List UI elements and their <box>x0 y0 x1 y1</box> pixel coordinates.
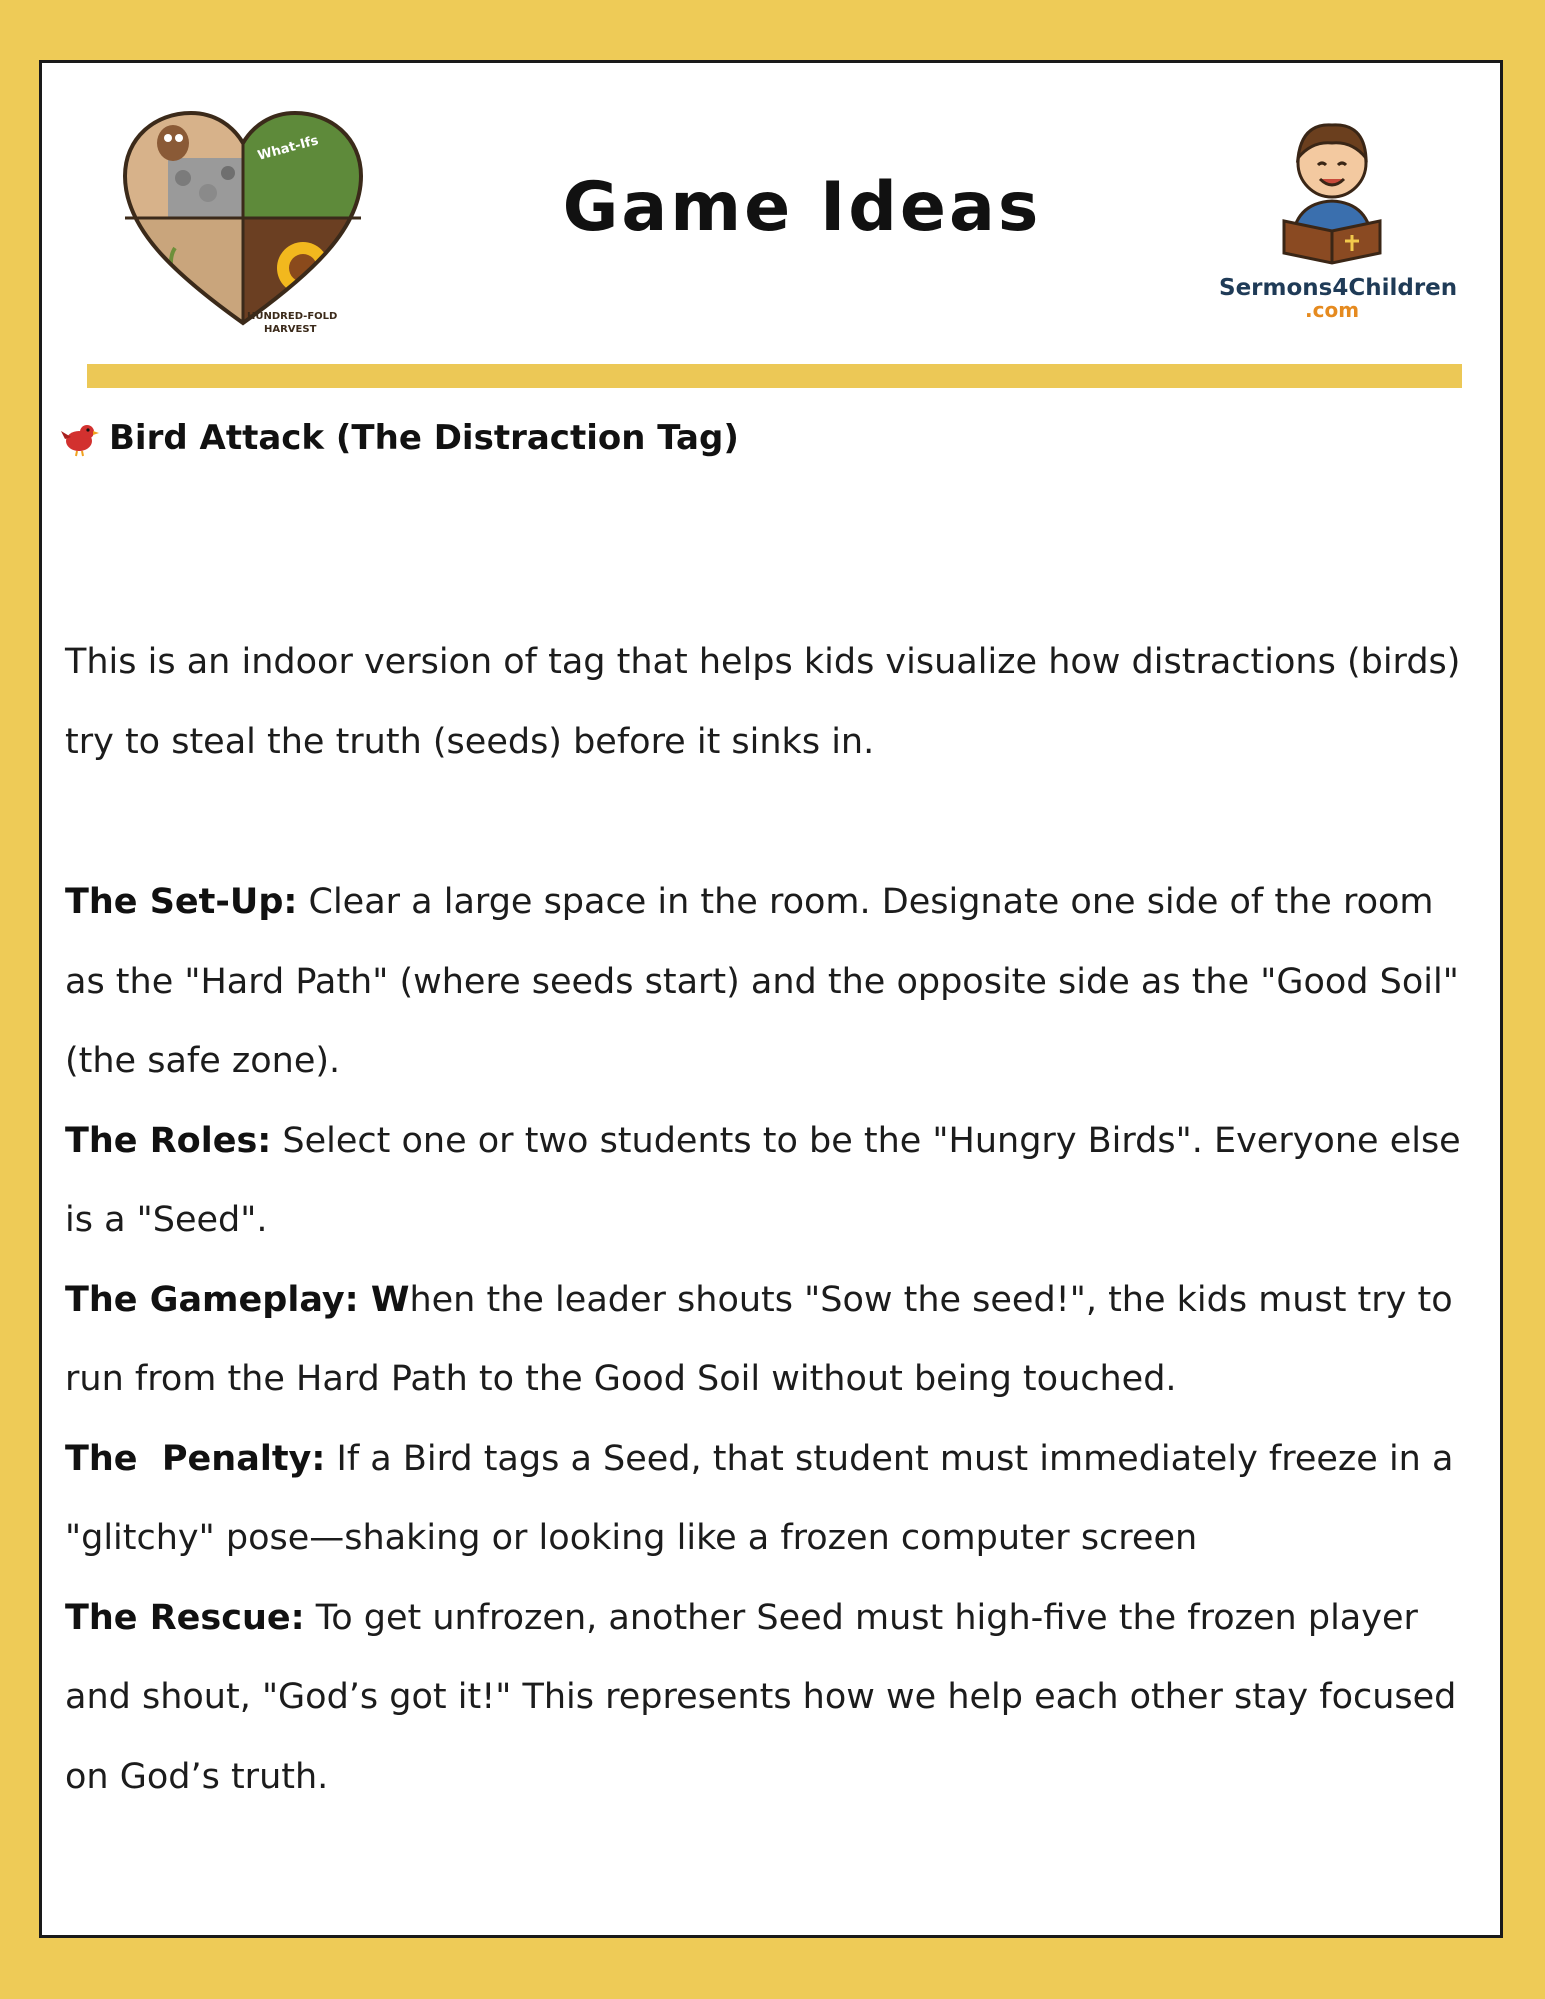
page-title: Game Ideas <box>562 168 1042 247</box>
step-gameplay <box>65 1261 1475 1420</box>
red-bird-icon <box>61 419 99 457</box>
step-text: To get unfrozen, another Seed must high-five the frozen player and shout, "God’s got it!" This represents how we help each other stay focused on God’s truth. <box>65 1597 1457 1797</box>
header-divider <box>87 364 1462 388</box>
step-label: The Penalty: <box>65 1438 326 1479</box>
logo-hundred-fold-text: HUNDRED-FOLD <box>247 311 338 322</box>
section-heading <box>61 418 739 458</box>
intro-paragraph: This is an indoor version of tag that helps kids visualize how distractions (birds) try to steal the truth (seeds) before it sinks in. <box>65 642 1461 762</box>
step-text: If a Bird tags a Seed, that student must immediately freeze in a "glitchy" pose—shaking or looking like a frozen computer screen <box>65 1438 1454 1558</box>
logo-what-ifs-text: What-Ifs <box>256 133 321 164</box>
brand-name: Sermons4Children <box>1219 275 1458 301</box>
hundred-fold-harvest-logo <box>113 98 373 338</box>
section-heading-text: Bird Attack (The Distraction Tag) <box>109 418 739 458</box>
step-text: hen the leader shouts "Sow the seed!", the kids must try to run from the Hard Path to the Good Soil without being touched. <box>65 1279 1453 1399</box>
step-penalty <box>65 1420 1475 1579</box>
step-setup <box>65 863 1475 1102</box>
logo-harvest-text: HARVEST <box>264 324 317 335</box>
step-text: Select one or two students to be the "Hungry Birds". Everyone else is a "Seed". <box>65 1120 1461 1240</box>
step-label: The Set-Up: <box>65 882 298 922</box>
brand-domain: .com <box>1305 298 1360 322</box>
step-text: Clear a large space in the room. Designate one side of the room as the "Hard Path" (where seeds start) and the opposite side as the "Good Soil" (the safe zone). <box>65 882 1459 1081</box>
steps-list <box>65 863 1475 1817</box>
step-label: The Gameplay: W <box>65 1279 410 1320</box>
page-sheet <box>39 60 1503 1938</box>
step-label: The Rescue: <box>65 1597 305 1638</box>
step-roles <box>65 1102 1475 1261</box>
step-rescue <box>65 1579 1475 1818</box>
step-label: The Roles: <box>65 1120 272 1161</box>
